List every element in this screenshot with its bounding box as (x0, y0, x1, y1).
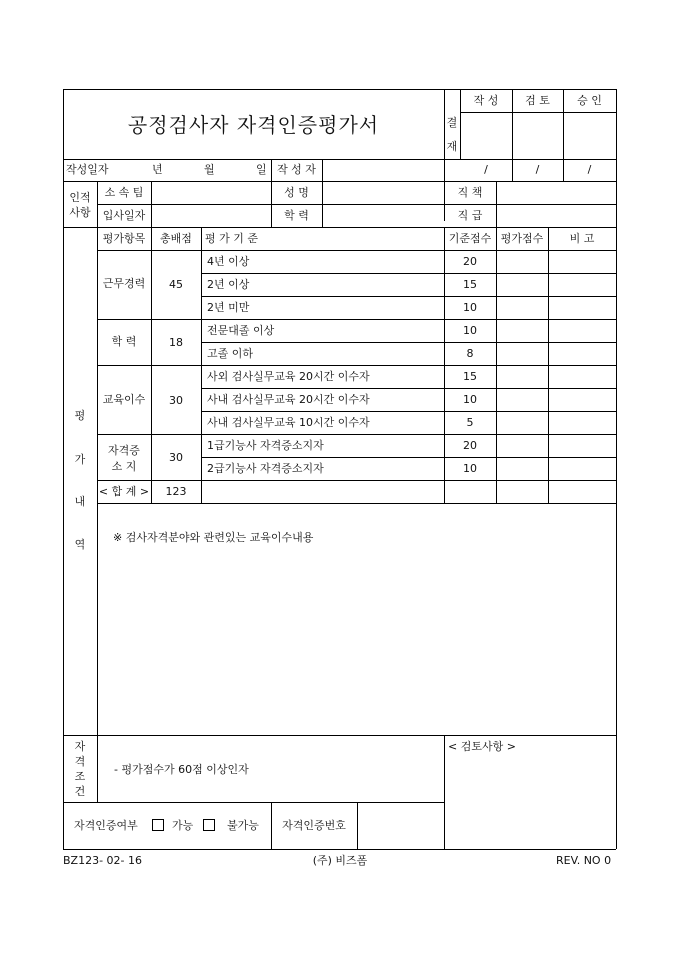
criterion-score: 10 (463, 462, 477, 475)
group-total: 30 (169, 451, 183, 464)
criterion: 전문대졸 이상 (207, 324, 275, 337)
approval-label: 재 (446, 140, 458, 153)
education-label: 학 력 (284, 209, 309, 222)
form-code: BZ123- 02- 16 (63, 854, 143, 867)
sum-value: 123 (165, 485, 187, 498)
evaluation-section-label: 역 (74, 538, 86, 551)
criterion-score: 10 (463, 393, 477, 406)
group-name: 근무경력 (102, 277, 146, 290)
education-note: ※ 검사자격분야와 관련있는 교육이수내용 (113, 531, 314, 544)
qualification-condition: - 평가점수가 60점 이상인자 (114, 763, 249, 776)
education-notes-area[interactable] (98, 550, 615, 734)
evaluation-section-label: 평 (74, 409, 86, 422)
cert-number-label: 자격인증번호 (282, 819, 346, 832)
group-total: 18 (169, 336, 183, 349)
group-name: 자격증 (108, 444, 140, 457)
criterion: 사내 검사실무교육 20시간 이수자 (207, 393, 370, 406)
cert-status-label: 자격인증여부 (74, 819, 138, 832)
personal-section-label: 인적 (69, 191, 91, 204)
team-field[interactable] (152, 182, 270, 203)
hire-date-field[interactable] (152, 205, 270, 226)
criterion: 2급기능사 자격증소지자 (207, 462, 324, 475)
approval-date-slash: / (484, 163, 488, 176)
author-label: 작 성 자 (277, 163, 316, 176)
review-label: < 검토사항 > (448, 740, 516, 753)
criterion: 1급기능사 자격증소지자 (207, 439, 324, 452)
group-total: 30 (169, 394, 183, 407)
evaluation-section-label: 내 (74, 495, 86, 508)
date-label: 작성일자 (66, 163, 109, 176)
option-no-checkbox[interactable] (203, 819, 215, 831)
header-item: 평가항목 (102, 232, 146, 245)
criterion: 4년 이상 (207, 255, 250, 268)
grade-field[interactable] (497, 205, 615, 226)
sum-label: < 합 계 > (98, 485, 150, 498)
evaluation-section-label: 가 (74, 453, 86, 466)
grade-label: 직 급 (457, 209, 483, 222)
header-base-score: 기준점수 (448, 232, 492, 245)
header-criteria: 평 가 기 준 (205, 232, 258, 245)
criterion-score: 15 (463, 370, 477, 383)
company-name: (주) 비즈폼 (312, 854, 368, 867)
qualification-section-label: 조 (74, 770, 86, 783)
option-no-label: 불가능 (227, 819, 259, 832)
criterion-score: 10 (463, 324, 477, 337)
header-eval-score: 평가점수 (500, 232, 544, 245)
criterion-score: 10 (463, 301, 477, 314)
criterion-score: 5 (466, 416, 474, 429)
qualification-section-label: 건 (74, 785, 86, 798)
criterion-score: 20 (463, 255, 477, 268)
approval-label: 결 (446, 116, 458, 129)
revision-number: REV. NO 0 (556, 854, 612, 867)
date-month-label: 월 (204, 163, 215, 176)
date-year-label: 년 (152, 163, 163, 176)
education-field[interactable] (323, 205, 443, 226)
group-total: 45 (169, 278, 183, 291)
criterion: 사내 검사실무교육 10시간 이수자 (207, 416, 370, 429)
group-name: 교육이수 (102, 393, 146, 406)
approval-date-slash: / (535, 163, 540, 176)
criterion: 고졸 이하 (207, 347, 254, 360)
group-name: 학 력 (111, 335, 137, 348)
date-day-label: 일 (256, 163, 267, 176)
qualification-section-label: 격 (74, 755, 86, 768)
criterion: 2년 이상 (207, 278, 250, 291)
form-title: 공정검사자 자격인증평가서 (127, 113, 380, 137)
personal-section-label: 사항 (69, 206, 91, 219)
cert-number-field[interactable] (358, 803, 443, 848)
criterion-score: 15 (463, 278, 477, 291)
name-field[interactable] (323, 182, 443, 203)
criterion: 2년 미만 (207, 301, 250, 314)
team-label: 소 속 팀 (104, 186, 144, 199)
group-name: 소 지 (111, 460, 137, 473)
option-yes-checkbox[interactable] (152, 819, 164, 831)
approval-col-author: 작 성 (473, 94, 499, 107)
author-field[interactable] (323, 160, 443, 180)
approval-col-approve: 승 인 (577, 94, 602, 107)
qualification-section-label: 자 (74, 740, 86, 753)
approval-col-review: 검 토 (525, 94, 550, 107)
option-yes-label: 가능 (172, 819, 194, 832)
hire-date-label: 입사일자 (102, 209, 146, 222)
criterion-score: 20 (463, 439, 477, 452)
criterion-score: 8 (466, 347, 474, 360)
header-total: 총배점 (160, 232, 192, 245)
position-label: 직 책 (457, 186, 483, 199)
approval-date-slash: / (587, 163, 592, 176)
header-remarks: 비 고 (569, 232, 595, 245)
position-field[interactable] (497, 182, 615, 203)
criterion: 사외 검사실무교육 20시간 이수자 (207, 370, 370, 383)
review-notes-area[interactable] (445, 758, 615, 848)
name-label: 성 명 (284, 186, 309, 199)
